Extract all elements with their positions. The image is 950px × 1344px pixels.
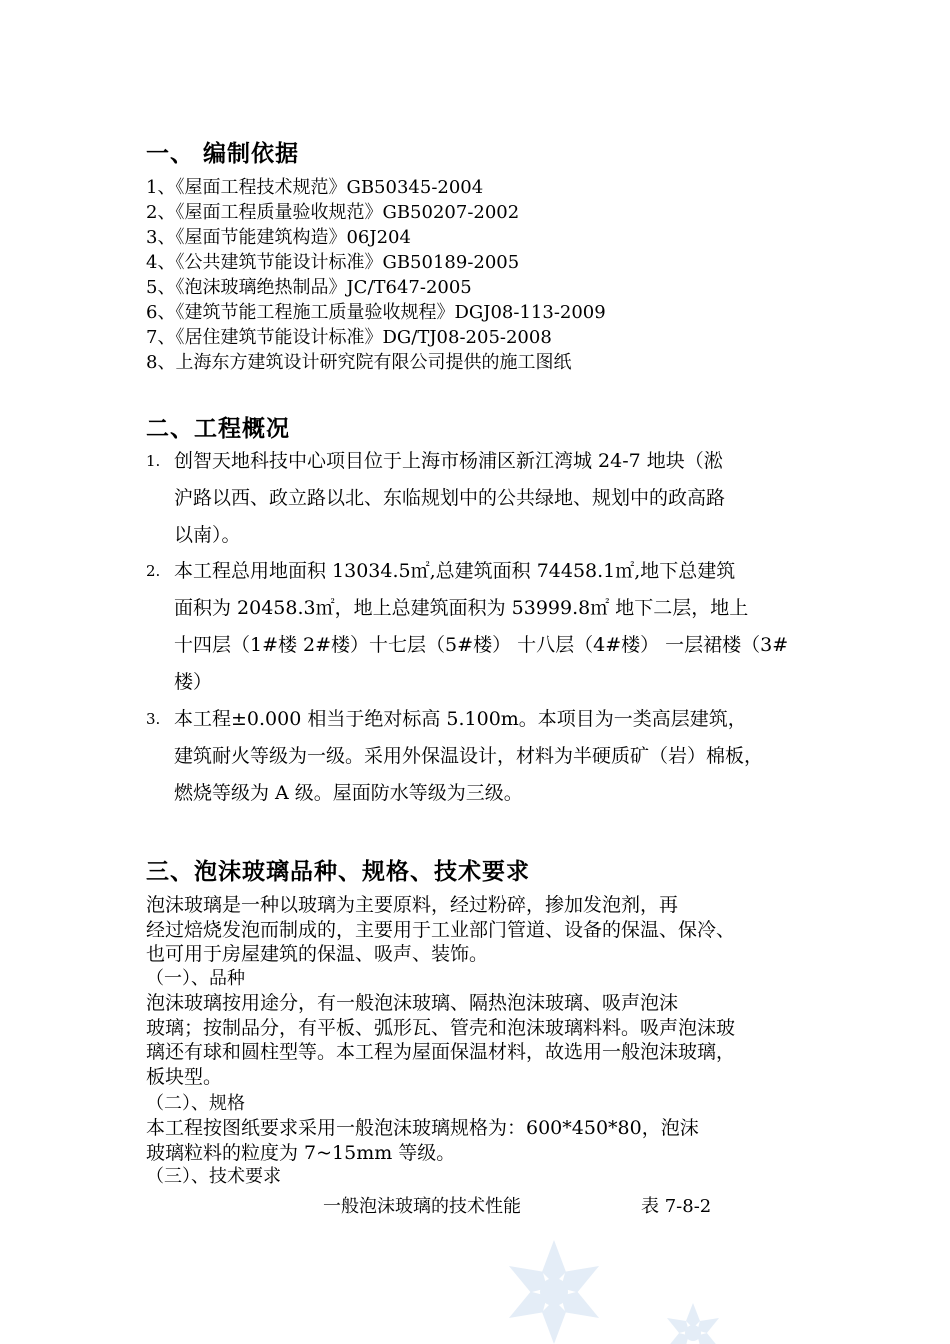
item-line: 燃烧等级为 A 级。屋面防水等级为三级。 — [174, 782, 523, 804]
reference-list — [146, 175, 606, 375]
paragraph-line: 璃还有球和圆柱型等。本工程为屋面保温材料，故选用一般泡沫玻璃， — [146, 1041, 736, 1063]
reference-item: 1、《屋面工程技术规范》GB50345-2004 — [146, 177, 484, 198]
paragraph-line: 经过焙烧发泡而制成的，主要用于工业部门管道、设备的保温、保冷、 — [146, 918, 736, 941]
item-line: 创智天地科技中心项目位于上海市杨浦区新江湾城 24-7 地块（淞 — [174, 450, 723, 472]
item-line: 面积为 20458.3㎡，地上总建筑面积为 53999.8㎡ 地下二层，地上 — [174, 597, 749, 619]
overview-item-1 — [146, 443, 826, 554]
item-line: 本工程±0.000 相当于绝对标高 5.100m。本项目为一类高层建筑， — [174, 708, 747, 730]
paragraph-line: 泡沫玻璃按用途分，有一般泡沫玻璃、隔热泡沫玻璃、吸声泡沫 — [146, 992, 679, 1014]
subsection-spec-title: （二）、规格 — [146, 1093, 245, 1114]
section2-heading: 二、工程概况 — [146, 416, 290, 442]
overview-item-2 — [146, 553, 826, 701]
item-number: 2. — [146, 562, 161, 580]
item-line: 本工程总用地面积 13034.5㎡,总建筑面积 74458.1㎡,地下总建筑 — [174, 560, 736, 582]
reference-item: 8、上海东方建筑设计研究院有限公司提供的施工图纸 — [146, 352, 572, 373]
reference-item: 2、《屋面工程质量验收规范》GB50207-2002 — [146, 202, 520, 223]
paragraph-line: 也可用于房屋建筑的保温、吸声、装饰。 — [146, 943, 489, 965]
paragraph-line: 泡沫玻璃是一种以玻璃为主要原料，经过粉碎，掺加发泡剂，再 — [146, 894, 679, 916]
table-caption: 一般泡沫玻璃的技术性能 — [323, 1196, 521, 1217]
section3-heading: 三、泡沫玻璃品种、规格、技术要求 — [146, 859, 530, 885]
item-line: 以南）。 — [174, 524, 241, 546]
section1-heading: 一、 编制依据 — [146, 141, 300, 167]
item-line: 沪路以西、政立路以北、东临规划中的公共绿地、规划中的政高路 — [174, 487, 726, 509]
watermark-snowflake-small-icon — [660, 1300, 726, 1344]
intro-paragraph — [146, 893, 816, 967]
item-line: 十四层（1#楼 2#楼）十七层（5#楼） 十八层（4#楼） 一层裙楼（3# — [174, 634, 789, 656]
item-number: 1. — [146, 452, 161, 470]
reference-item: 7、《居住建筑节能设计标准》DG/TJ08-205-2008 — [146, 327, 552, 348]
item-number: 3. — [146, 710, 161, 728]
paragraph-line: 玻璃粒料的粒度为 7~15mm 等级。 — [146, 1141, 456, 1164]
table-number: 表 7-8-2 — [641, 1196, 712, 1217]
reference-item: 4、《公共建筑节能设计标准》GB50189-2005 — [146, 252, 520, 273]
paragraph-line: 板块型。 — [146, 1065, 223, 1088]
subsection-variety-title: （一）、品种 — [146, 968, 245, 989]
item-line: 建筑耐火等级为一级。采用外保温设计，材料为半硬质矿（岩）棉板， — [174, 745, 764, 767]
reference-item: 6、《建筑节能工程施工质量验收规程》DGJ08-113-2009 — [146, 302, 606, 323]
paragraph-line: 玻璃；按制品分，有平板、弧形瓦、管壳和泡沫玻璃料料。吸声泡沫玻 — [146, 1016, 736, 1039]
variety-paragraph — [146, 991, 816, 1089]
reference-item: 3、《屋面节能建筑构造》06J204 — [146, 227, 411, 248]
overview-item-3 — [146, 701, 826, 812]
paragraph-line: 本工程按图纸要求采用一般泡沫玻璃规格为：600*450*80，泡沫 — [146, 1117, 699, 1139]
watermark-snowflake-icon — [498, 1236, 610, 1344]
item-line: 楼） — [174, 671, 213, 693]
reference-item: 5、《泡沫玻璃绝热制品》JC/T647-2005 — [146, 277, 472, 298]
spec-paragraph — [146, 1116, 816, 1165]
subsection-tech-title: （三）、技术要求 — [146, 1166, 281, 1187]
